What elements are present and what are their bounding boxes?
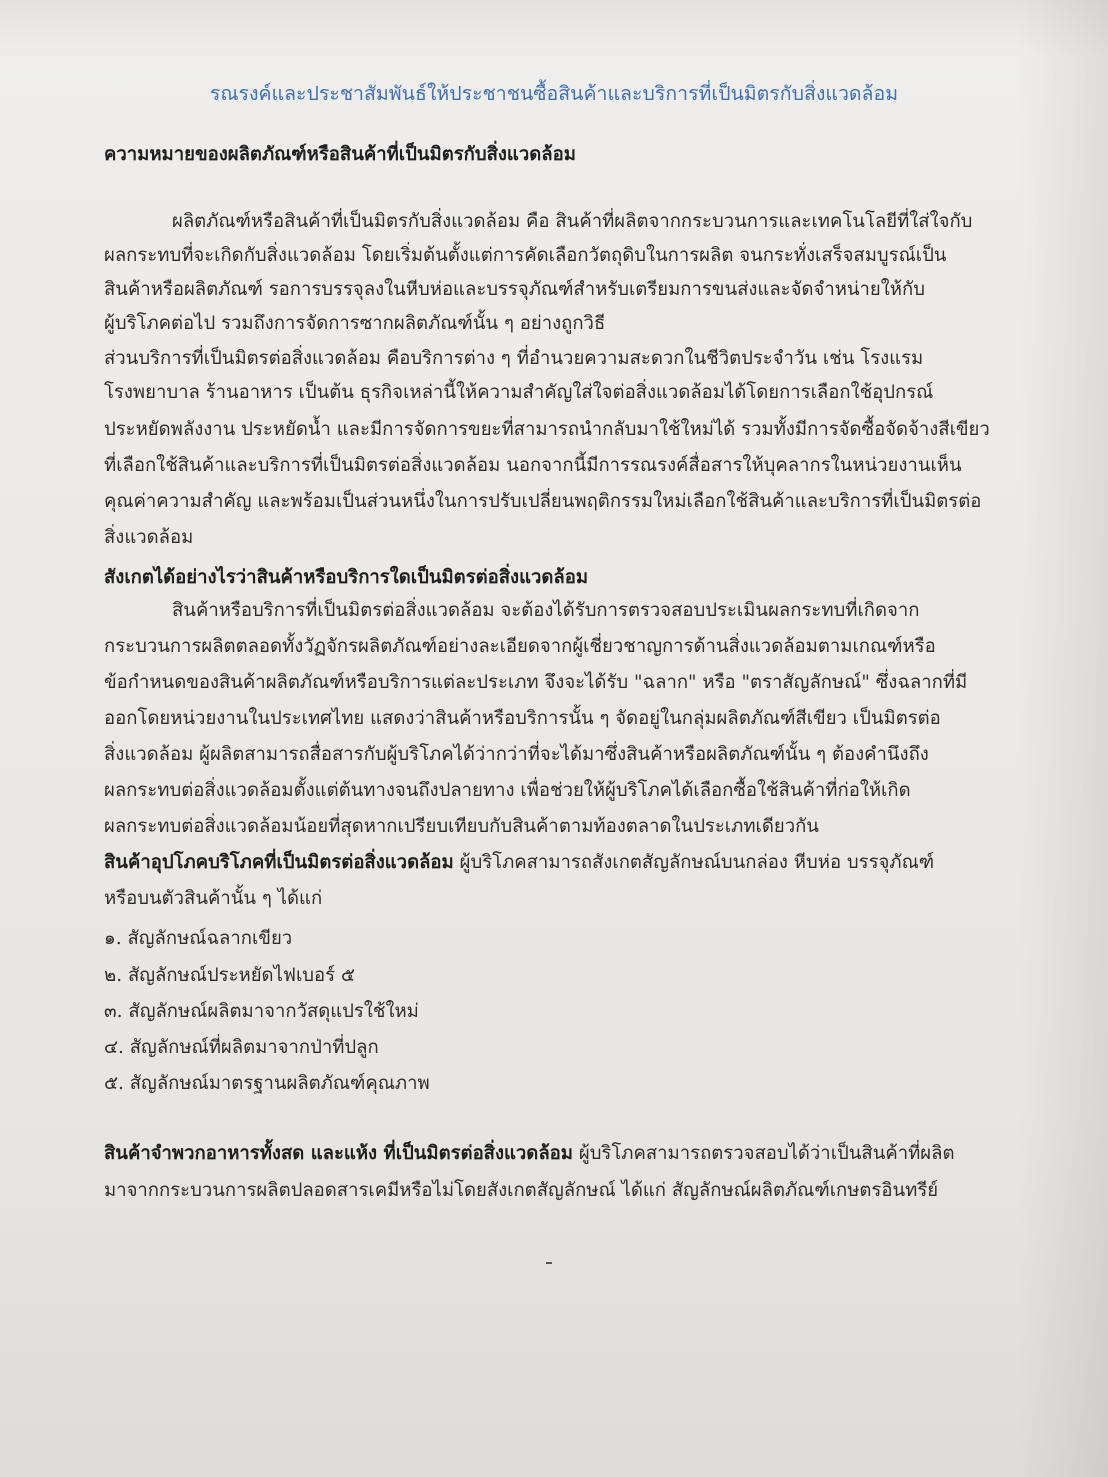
service-line: โรงพยาบาล ร้านอาหาร เป็นต้น ธุรกิจเหล่านี้ให้ความสำคัญใส่ใจต่อสิ่งแวดล้อมได้โดยการเลือกใช้อุปกรณ์ xyxy=(104,382,934,403)
page-mark xyxy=(546,1262,552,1264)
service-line: คุณค่าความสำคัญ และพร้อมเป็นส่วนหนึ่งในการปรับเปลี่ยนพฤติกรรมใหม่เลือกใช้สินค้าและบริการที่เป็นมิตรต่อ xyxy=(104,491,982,512)
symbol-item: ๓. สัญลักษณ์ผลิตมาจากวัสดุแปรใช้ใหม่ xyxy=(104,1001,419,1022)
definition-line: ผลกระทบที่จะเกิดกับสิ่งแวดล้อม โดยเริ่มต้นตั้งแต่การคัดเลือกวัตถุดิบในการผลิต จนกระทั่งเสร็จสมบูรณ์เป็น xyxy=(104,245,947,266)
symbol-item: ๒. สัญลักษณ์ประหยัดไฟเบอร์ ๕ xyxy=(104,965,355,986)
service-line: ส่วนบริการที่เป็นมิตรต่อสิ่งแวดล้อม คือบริการต่าง ๆ ที่อำนวยความสะดวกในชีวิตประจำวัน เช่น โรงแรม xyxy=(104,348,924,369)
observe-line: ออกโดยหน่วยงานในประเทศไทย แสดงว่าสินค้าหรือบริการนั้น ๆ จัดอยู่ในกลุ่มผลิตภัณฑ์สีเขียว เป็นมิตรต่อ xyxy=(104,708,941,729)
document-title: รณรงค์และประชาสัมพันธ์ให้ประชาชนซื้อสินค้าและบริการที่เป็นมิตรกับสิ่งแวดล้อม xyxy=(209,82,899,105)
symbol-item: ๕. สัญลักษณ์มาตรฐานผลิตภัณฑ์คุณภาพ xyxy=(104,1073,430,1094)
heading-observe: สังเกตได้อย่างไรว่าสินค้าหรือบริการใดเป็นมิตรต่อสิ่งแวดล้อม xyxy=(104,567,589,588)
food-line: มาจากกระบวนการผลิตปลอดสารเคมีหรือไม่โดยสังเกตสัญลักษณ์ ได้แก่ สัญลักษณ์ผลิตภัณฑ์เกษตรอินทรีย์ xyxy=(104,1180,939,1201)
page-shadow-top xyxy=(0,0,1108,60)
service-line: สิ่งแวดล้อม xyxy=(104,527,194,548)
consumer-line: หรือบนตัวสินค้านั้น ๆ ได้แก่ xyxy=(104,888,323,909)
food-paragraph xyxy=(104,1139,1004,1169)
consumer-text: ผู้บริโภคสามารถสังเกตสัญลักษณ์บนกล่อง หีบห่อ บรรจุภัณฑ์ xyxy=(453,852,935,873)
definition-line: ผู้บริโภคต่อไป รวมถึงการจัดการซากผลิตภัณฑ์นั้น ๆ อย่างถูกวิธี xyxy=(104,313,606,334)
definition-line: ผลิตภัณฑ์หรือสินค้าที่เป็นมิตรกับสิ่งแวดล้อม คือ สินค้าที่ผลิตจากกระบวนการและเทคโนโลยีที่ใส่ใจกับ xyxy=(172,211,973,232)
symbol-item: ๔. สัญลักษณ์ที่ผลิตมาจากป่าที่ปลูก xyxy=(104,1037,379,1058)
service-line: ที่เลือกใช้สินค้าและบริการที่เป็นมิตรต่อสิ่งแวดล้อม นอกจากนี้มีการรณรงค์สื่อสารให้บุคลากรในหน่วยงานเห็น xyxy=(104,455,962,476)
heading-definition: ความหมายของผลิตภัณฑ์หรือสินค้าที่เป็นมิตรกับสิ่งแวดล้อม xyxy=(104,144,576,165)
food-text: ผู้บริโภคสามารถตรวจสอบได้ว่าเป็นสินค้าที่ผลิต xyxy=(572,1143,955,1164)
observe-line: สิ่งแวดล้อม ผู้ผลิตสามารถสื่อสารกับผู้บริโภคได้ว่ากว่าที่จะได้มาซึ่งสินค้าหรือผลิตภัณฑ์นั้น ๆ ต้องคำนึงถึง xyxy=(104,744,929,765)
observe-line: กระบวนการผลิตตลอดทั้งวัฏจักรผลิตภัณฑ์อย่างละเอียดจากผู้เชี่ยวชาญการด้านสิ่งแวดล้อมตามเกณฑ์หรือ xyxy=(104,636,936,657)
observe-line: ข้อกำหนดของสินค้าผลิตภัณฑ์หรือบริการแต่ละประเภท จึงจะได้รับ "ฉลาก" หรือ "ตราสัญลักษณ์" ซึ่งฉลากที่มี xyxy=(104,672,968,693)
consumer-heading: สินค้าอุปโภคบริโภคที่เป็นมิตรต่อสิ่งแวดล้อม xyxy=(104,852,454,873)
observe-line: สินค้าหรือบริการที่เป็นมิตรต่อสิ่งแวดล้อม จะต้องได้รับการตรวจสอบประเมินผลกระทบที่เกิดจาก xyxy=(172,600,920,621)
food-heading: สินค้าจำพวกอาหารทั้งสด และแห้ง ที่เป็นมิตรต่อสิ่งแวดล้อม xyxy=(104,1143,573,1164)
observe-line: ผลกระทบต่อสิ่งแวดล้อมน้อยที่สุดหากเปรียบเทียบกับสินค้าตามท้องตลาดในประเภทเดียวกัน xyxy=(104,816,819,837)
definition-line: สินค้าหรือผลิตภัณฑ์ รอการบรรจุลงในหีบห่อและบรรจุภัณฑ์สำหรับเตรียมการขนส่งและจัดจำหน่ายให้กับ xyxy=(104,279,925,300)
symbol-item: ๑. สัญลักษณ์ฉลากเขียว xyxy=(104,928,293,949)
page-shadow-right xyxy=(1018,0,1108,1477)
service-line: ประหยัดพลังงาน ประหยัดน้ำ และมีการจัดการขยะที่สามารถนำกลับมาใช้ใหม่ได้ รวมทั้งมีการจัดซื้อจัดจ้างสีเขียว xyxy=(104,419,990,440)
consumer-paragraph xyxy=(104,848,1004,878)
observe-line: ผลกระทบต่อสิ่งแวดล้อมตั้งแต่ต้นทางจนถึงปลายทาง เพื่อช่วยให้ผู้บริโภคได้เลือกซื้อใช้สินค้าที่ก่อให้เกิด xyxy=(104,780,911,801)
